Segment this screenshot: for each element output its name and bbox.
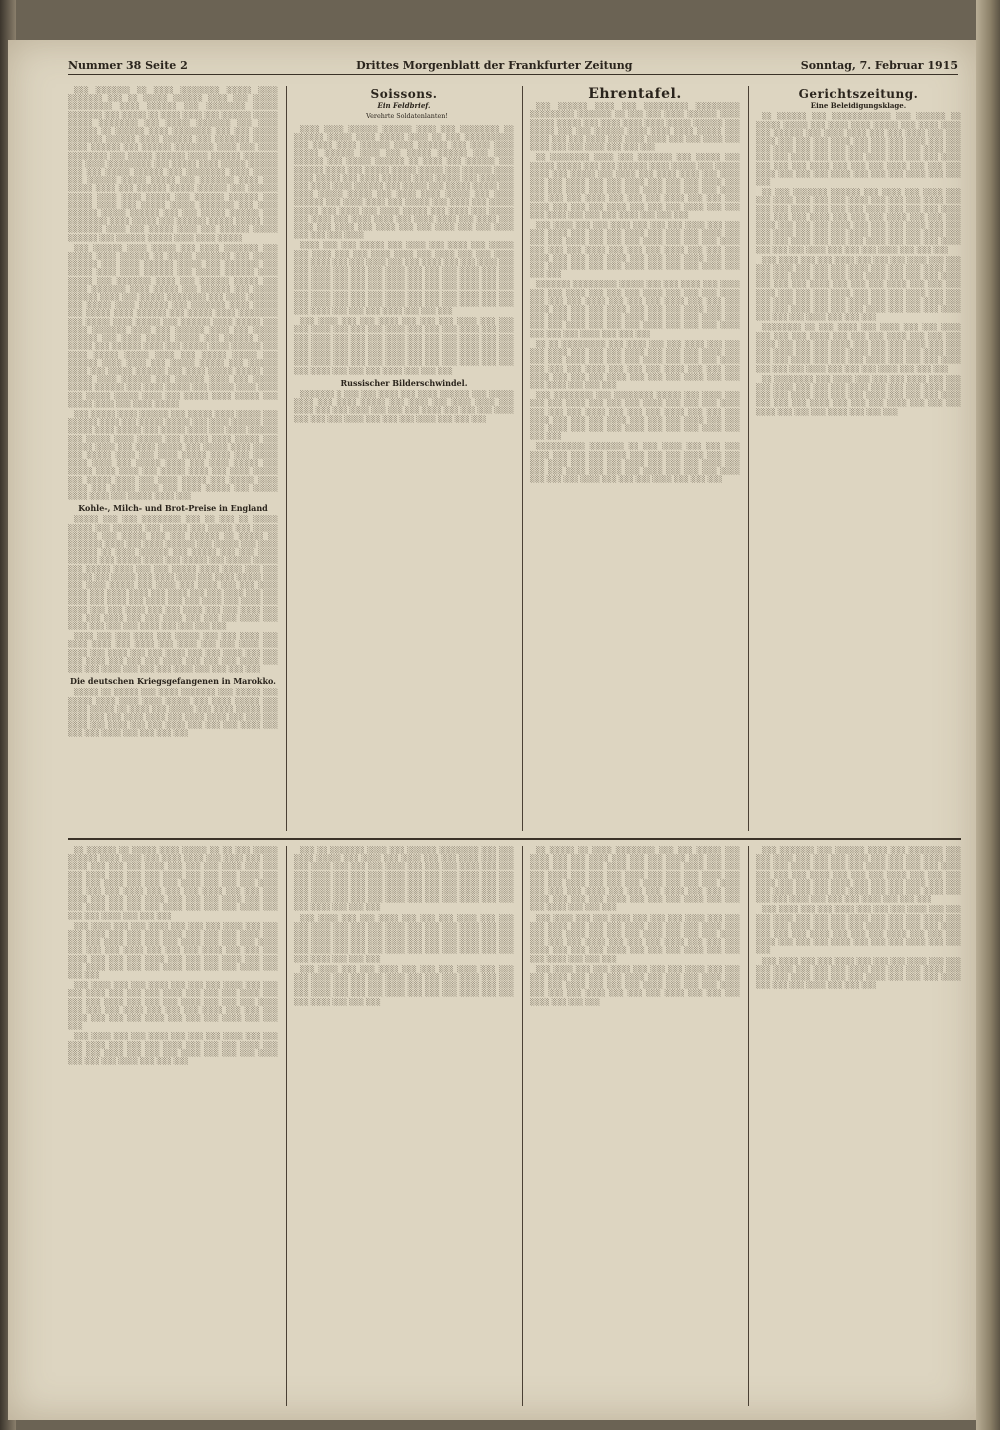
column-4 (756, 86, 961, 831)
newspaper-title: Drittes Morgenblatt der Frankfurter Zeitung (356, 58, 633, 72)
article-title-soissons: Soissons. (370, 87, 438, 101)
article-heading-prisoners: Die deutschen Kriegsgefangenen in Marokko. (70, 676, 276, 687)
body-text-block: ░░░ ░░░░░░ ░░░░ ░░░ ░░░░░░░░░ ░░░░░░░░░ ░░░░░░░░░ ░░░░░░░ ░░ ░░░ ░░░ ░░░░ ░░░░░░ ░░░░ ░░░░░ ░░░░░ ░░░ ░░░░ ░░░░ ░░░░ ░░░░░ ░░░░░░ ░░░ ░░░░░ ░░░ ░░░ ░░░░░░ ░░░░ ░░░░ ░░░░ ░░░░░ ░░░ ░░░░ ░░░ ░░░ ░░░░ ░░░ ░░░░ ░░░░ ░░░ ░░░ ░░░░ ░░░ ░░░░ ░░░ ░░░ ░░░░ ░░░ ░░░ ░░░ ░░ ░░░░░░░░ ░░░░ ░░░ ░░░░░░░ ░░░ ░░░░░ ░░░ ░░░░░ ░░░░░ ░░░ ░░░ ░░░░░░ ░░░░ ░░░░░ ░░░ ░░░░░ ░░░░ ░░░ ░░░░░ ░░░ ░░░░ ░░░ ░░░░ ░░░░ ░░░ ░░░░ ░░░ ░░░ ░░░░ ░░░ ░░░ ░░░░ ░░░ ░░░ ░░░ ░░░░ ░░░ ░░░ ░░░ ░░░░ ░░░ ░░░ ░░░ ░░░░ ░░░ ░░░ ░░░ ░░░░ ░░░ ░░░ ░░░ ░░░░ ░░░ ░░░ ░░░ ░░░░ ░░░ ░░░ ░░░ ░░░░ ░░░ ░░░ ░░░ ░░░░ ░░░ ░░░ ░░░ ░░░░ ░░░ ░░░ ░░░ ░░░░ ░░░ ░░░ ░░░ ░░░░ ░░░ ░░░ ░░░ ░░░ ░░░░ ░░░ ░░░ ░░░░ ░░░ ░░░ ░░░ ░░░░ ░░░ ░░░ ░░░ ░░░░ ░░░ ░░░ ░░░ ░░░░ ░░░ ░░░ ░░░ ░░░░ ░░░ ░░░ ░░░ ░░░░ ░░░ ░░░ ░░░ ░░░░ ░░░ ░░░ ░░░ ░░░░ ░░░ ░░░ ░░░ ░░░░ ░░░ ░░░ ░░░ ░░░░ ░░░ ░░░ ░░░ ░░░░ ░░░ ░░░ ░░░ ░░░░ ░░░ ░░░ ░░░ ░░░░ ░░░ ░░░ ░░░ ░░░░ ░░░ ░░░ ░░░ ░░░░ ░░░ ░░░ ░░░ ░░░░ ░░░ ░░░ ░░░ ░░░░░░░ ░░░░░░░░░ ░░░░░ ░░░ ░░░ ░░░░ ░░░ ░░░░ ░░░ ░░░ ░░░░ ░░░ ░░░ ░░░ ░░░░ ░░░ ░░░ ░░░ ░░░░ ░░░ ░░░ ░░░ ░░░░ ░░░ ░░░ ░░░ ░░░░ ░░░ ░░░ ░░░ ░░░░ ░░░ ░░░ ░░░ ░░░░ ░░░ ░░░ ░░░ ░░░░ ░░░ ░░░ ░░░ ░░░░ ░░░ ░░░ ░░░ ░░░░ ░░░ ░░░ ░░░ ░░░░ ░░░ ░░░ ░░░ ░░░░ ░░░ ░░░ ░░░ ░░░░ ░░░ ░░░ ░░░ ░░░░ ░░░ ░░░ ░░░ ░░░░ ░░░ ░░░ ░░░ ░░ ░░ ░░░░░░░░░ ░░░ ░░░░ ░░░ ░░░ ░░░░ ░░░ ░░░ ░░░ ░░░░ ░░░ ░░░ ░░░ ░░░░ ░░░ ░░░ ░░░ ░░░░ ░░░ ░░░ ░░░ ░░░░ ░░░ ░░░ ░░░ ░░░░ ░░░ ░░░ ░░░ ░░░░ ░░░ ░░░ ░░░ ░░░░ ░░░ ░░░ ░░░ ░░░░ ░░░ ░░░ ░░░ ░░░░ ░░░ ░░░ ░░░ ░░░░ ░░░ ░░░ ░░░ ░░░░ ░░░ ░░░ ░░░ ░░░░ ░░░ ░░░ ░░░ ░░░ ░░░░░░░░ ░░░ ░░░░░░░░ ░░░░░ ░░░ ░░░░ ░░░ ░░░ ░░░ ░░░░ ░░░ ░░░ ░░░ ░░░░ ░░░ ░░░ ░░░ ░░░░ ░░░ ░░░ ░░░ ░░░░ ░░░ ░░░ ░░░ ░░░░ ░░░ ░░░ ░░░ ░░░░ ░░░ ░░░ ░░░ ░░░░ ░░░ ░░░ ░░░ ░░░░ ░░░ ░░░ ░░░ ░░░░ ░░░ ░░░ ░░░ ░░░░ ░░░ ░░░ ░░░ ░░░░ ░░░ ░░░ ░░░ ░░░░░░░░░░ ░░░░░░░ ░░ ░░░ ░░░░ ░░░ ░░░ ░░░ ░░░░ ░░░ ░░░ ░░░ ░░░░ ░░░ ░░░ ░░░ ░░░░ ░░░ ░░░ ░░░ ░░░░ ░░░ ░░░ ░░░ ░░░░ ░░░ ░░░ ░░░ ░░░░ ░░░ ░░░ ░░░ ░░░░ ░░░ ░░░ ░░░ ░░░░ ░░░ ░░░ ░░░ ░░░░ ░░░ ░░░ ░░░ ░░░░ ░░░ ░░░ ░░░ ░░░░ ░░░ ░░░ ░░░ (530, 102, 740, 484)
column-rule (286, 846, 287, 1406)
body-text-block: ░░░ ░░ ░░░░░░░ ░░░░ ░░░ ░░░░░░ ░░░░░░░░ ░░░ ░░░ ░░░░ ░░░░░ ░░░ ░░░░ ░░░ ░░░░ ░░░ ░░░ ░░░░ ░░░ ░░░ ░░░ ░░░░ ░░░ ░░░ ░░░ ░░░░ ░░░ ░░░ ░░░ ░░░░ ░░░ ░░░ ░░░ ░░░░ ░░░ ░░░ ░░░ ░░░░ ░░░ ░░░ ░░░ ░░░░ ░░░ ░░░ ░░░ ░░░░ ░░░ ░░░ ░░░ ░░░░ ░░░ ░░░ ░░░ ░░░░ ░░░ ░░░ ░░░ ░░░░ ░░░ ░░░ ░░░ ░░░░ ░░░ ░░░ ░░░ ░░░░ ░░░ ░░░ ░░░ ░░░░ ░░░ ░░░ ░░░ ░░░░ ░░░ ░░░ ░░░ ░░░░ ░░░ ░░░ ░░░ ░░░░ ░░░ ░░░ ░░░ ░░░ ░░░░ ░░░ ░░░ ░░░░ ░░░ ░░░ ░░░ ░░░░ ░░░ ░░░ ░░░ ░░░░ ░░░ ░░░ ░░░ ░░░░ ░░░ ░░░ ░░░ ░░░░ ░░░ ░░░ ░░░ ░░░░ ░░░ ░░░ ░░░ ░░░░ ░░░ ░░░ ░░░ ░░░░ ░░░ ░░░ ░░░ ░░░░ ░░░ ░░░ ░░░ ░░░░ ░░░ ░░░ ░░░ ░░░░ ░░░ ░░░ ░░░ ░░░░ ░░░ ░░░ ░░░ ░░░░ ░░░ ░░░ ░░░ ░░░░ ░░░ ░░░ ░░░ ░░░░ ░░░ ░░░ ░░░ ░░░ ░░░░ ░░░ ░░░ ░░░░ ░░░ ░░░ ░░░ ░░░░ ░░░ ░░░ ░░░ ░░░░ ░░░ ░░░ ░░░ ░░░░ ░░░ ░░░ ░░░ ░░░░ ░░░ ░░░ ░░░ ░░░░ ░░░ ░░░ ░░░ ░░░░ ░░░ ░░░ ░░░ ░░░░ ░░░ ░░░ ░░░ ░░░░ ░░░ ░░░ ░░░ ░░░░ ░░░ ░░░ ░░░ ░░░░ ░░░ ░░░ ░░░ ░░░░ ░░░ ░░░ ░░░ (294, 846, 514, 1006)
column-rule (286, 86, 287, 831)
body-text-block: ░░░░░░░ ░ ░░░ ░░░ ░░░░ ░░░ ░░░░ ░░░░░░ ░░░ ░░░░░ ░░░░ ░░░ ░░░░ ░░░░░ ░░░ ░░░░ ░░░ ░░░░ ░░░░ ░░░ ░░░░ ░░░ ░░░ ░░░░ ░░░ ░░░ ░░░ ░░░░ ░░░ ░░░ ░░░ ░░░░ ░░░ ░░░ ░░░ ░░░░ ░░░ ░░░ ░░░ ░░░░ ░░░ ░░░ ░░░ (294, 389, 514, 423)
body-text-block: ░░ ░░░░░░ ░░ ░░░░░ ░░░░ ░░░░░ ░░ ░░ ░░░ ░░░░░ ░░░░░░ ░░░░ ░░░░ ░░░ ░░░░ ░░░░ ░░░ ░░░░ ░░░ ░░░ ░░░░ ░░░ ░░░ ░░░ ░░░░ ░░░ ░░░ ░░░ ░░░░ ░░░ ░░░ ░░░ ░░░░ ░░░ ░░░ ░░░ ░░░░ ░░░ ░░░ ░░░ ░░░░ ░░░ ░░░ ░░░ ░░░░ ░░░ ░░░ ░░░ ░░░░ ░░░ ░░░ ░░░ ░░░░ ░░░ ░░░ ░░░ ░░░░ ░░░ ░░░ ░░░ ░░░░ ░░░ ░░░ ░░░ ░░░░ ░░░ ░░░ ░░░ ░░░░ ░░░ ░░░ ░░░ ░░░░ ░░░ ░░░ ░░░ ░░░░ ░░░ ░░░ ░░░ ░░░░ ░░░ ░░░ ░░░ ░░░░ ░░░ ░░░ ░░░ ░░░░ ░░░ ░░░ ░░░ ░░░ ░░░░ ░░░ ░░░ ░░░░ ░░░ ░░░ ░░░ ░░░░ ░░░ ░░░ ░░░ ░░░░ ░░░ ░░░ ░░░ ░░░░ ░░░ ░░░ ░░░ ░░░░ ░░░ ░░░ ░░░ ░░░░ ░░░ ░░░ ░░░ ░░░░ ░░░ ░░░ ░░░ ░░░░ ░░░ ░░░ ░░░ ░░░░ ░░░ ░░░ ░░░ ░░░░ ░░░ ░░░ ░░░ ░░░░ ░░░ ░░░ ░░░ ░░░░ ░░░ ░░░ ░░░ ░░░░ ░░░ ░░░ ░░░ ░░░░ ░░░ ░░░ ░░░ ░░░░ ░░░ ░░░ ░░░ ░░░░ ░░░ ░░░ ░░░ ░░░ ░░░░ ░░░ ░░░ ░░░░ ░░░ ░░░ ░░░ ░░░░ ░░░ ░░░ ░░░ ░░░░ ░░░ ░░░ ░░░ ░░░░ ░░░ ░░░ ░░░ ░░░░ ░░░ ░░░ ░░░ ░░░░ ░░░ ░░░ ░░░ ░░░░ ░░░ ░░░ ░░░ ░░░░ ░░░ ░░░ ░░░ ░░░░ ░░░ ░░░ ░░░ ░░░░ ░░░ ░░░ ░░░ ░░░░ ░░░ ░░░ ░░░ ░░░░ ░░░ ░░░ ░░░ ░░░░ ░░░ ░░░ ░░░ ░░░ ░░░░ ░░░ ░░░ ░░░░ ░░░ ░░░ ░░░ ░░░░ ░░░ ░░░ ░░░ ░░░░ ░░░ ░░░ ░░░ ░░░░ ░░░ ░░░ ░░░ ░░░░ ░░░ ░░░ ░░░ ░░░░ ░░░ ░░░ ░░░ ░░░░ ░░░ ░░░ ░░░ ░░░░ ░░░ ░░░ ░░░ ░░░░ ░░░ ░░░ ░░░ (68, 846, 278, 1066)
feuilleton-column-1 (68, 846, 278, 1406)
body-text-block: ░░ ░░░░░ ░░ ░░░░ ░░░░░░░░ ░░░ ░░░ ░░░░░ ░░░ ░░░░ ░░░ ░░░ ░░░░ ░░░ ░░░ ░░░ ░░░░ ░░░ ░░░ ░░░ ░░░░ ░░░ ░░░ ░░░ ░░░░ ░░░ ░░░ ░░░ ░░░░ ░░░ ░░░ ░░░ ░░░░ ░░░ ░░░ ░░░ ░░░░ ░░░ ░░░ ░░░ ░░░░ ░░░ ░░░ ░░░ ░░░░ ░░░ ░░░ ░░░ ░░░░ ░░░ ░░░ ░░░ ░░░░ ░░░ ░░░ ░░░ ░░░░ ░░░ ░░░ ░░░ ░░░░ ░░░ ░░░ ░░░ ░░░░ ░░░ ░░░ ░░░ ░░░░ ░░░ ░░░ ░░░ ░░░░ ░░░ ░░░ ░░░ ░░░░ ░░░ ░░░ ░░░ ░░░ ░░░░ ░░░ ░░░ ░░░░ ░░░ ░░░ ░░░ ░░░░ ░░░ ░░░ ░░░ ░░░░ ░░░ ░░░ ░░░ ░░░░ ░░░ ░░░ ░░░ ░░░░ ░░░ ░░░ ░░░ ░░░░ ░░░ ░░░ ░░░ ░░░░ ░░░ ░░░ ░░░ ░░░░ ░░░ ░░░ ░░░ ░░░░ ░░░ ░░░ ░░░ ░░░░ ░░░ ░░░ ░░░ ░░░░ ░░░ ░░░ ░░░ ░░░░ ░░░ ░░░ ░░░ ░░░░ ░░░ ░░░ ░░░ ░░░░ ░░░ ░░░ ░░░ ░░░ ░░░░ ░░░ ░░░ ░░░░ ░░░ ░░░ ░░░ ░░░░ ░░░ ░░░ ░░░ ░░░░ ░░░ ░░░ ░░░ ░░░░ ░░░ ░░░ ░░░ ░░░░ ░░░ ░░░ ░░░ ░░░░ ░░░ ░░░ ░░░ ░░░░ ░░░ ░░░ ░░░ ░░░░ ░░░ ░░░ ░░░ ░░░░ ░░░ ░░░ ░░░ ░░░░ ░░░ ░░░ ░░░ ░░░░ ░░░ ░░░ ░░░ (530, 846, 740, 1006)
column-rule (522, 86, 523, 831)
article-subtitle-beleidigungsklage: Eine Beleidigungsklage. (810, 101, 907, 111)
body-text-block: ░░░░ ░░░░ ░░░░░░ ░░░░░░ ░░░░ ░░░ ░░░░░░░░ ░░ ░░░░░░ ░░░░░ ░░░░ ░░░░░ ░░░░ ░░ ░░░ ░░░░░░░░░░ ░░░ ░░░░ ░░░░ ░░░░░░ ░░░░ ░░░░░░ ░░░ ░░░░ ░░░░ ░░░░░ ░░░░░░ ░░░░ ░░░ ░░░░░ ░░░░░░ ░░░ ░░░░ ░░░░░░ ░░░ ░░░░░ ░░░░░░ ░░ ░░░░ ░░░ ░░░░░░ ░░░ ░░░░░░ ░░░░ ░░░ ░░░░░ ░░░░░ ░░░░░ ░░░ ░░░░░░ ░░░░ ░░░░ ░░░░░ ░░░ ░░░░ ░░░░░░ ░░░░ ░░░░░ ░░░ ░░░░░░░ ░░░ ░░░░ ░░░░ ░░░░░░ ░░░ ░░░░░ ░░░ ░░░░░ ░░░░░ ░░░ ░░░░ ░░░░░ ░░░░░ ░░░ ░░░░ ░░░░ ░░░░░ ░░░ ░░░░ ░░░░░░ ░░░ ░░░░ ░░░░ ░░░ ░░░░░ ░░░ ░░░░ ░░░ ░░░░░ ░░░░░ ░░░ ░░░░ ░░░ ░░░░ ░░░░░ ░░░ ░░░░ ░░░ ░░░░░ ░░░ ░░░░ ░░░ ░░░░ ░░░░ ░░░ ░░░░ ░░░░ ░░░ ░░░░ ░░░ ░░░░ ░░░ ░░░░ ░░░ ░░░░ ░░░ ░░░ ░░░░ ░░░ ░░░ ░░░░ ░░░ ░░░ ░░░ ░░░░ ░░░░ ░░░ ░░░ ░░░░░ ░░░ ░░░░ ░░░ ░░░░ ░░░ ░░░░░ ░░░ ░░░░ ░░░ ░░░ ░░░░ ░░░░ ░░░ ░░░░ ░░░ ░░░ ░░░░ ░░░ ░░░░ ░░░ ░░░ ░░░░ ░░░ ░░░ ░░░░ ░░░ ░░░ ░░░░ ░░░ ░░░ ░░░░ ░░░ ░░░ ░░░ ░░░░ ░░░ ░░░ ░░░ ░░░░ ░░░ ░░░ ░░░ ░░░░ ░░░ ░░░ ░░░ ░░░░ ░░░ ░░░ ░░░ ░░░░ ░░░ ░░░ ░░░ ░░░░ ░░░ ░░░ ░░░ ░░░░ ░░░ ░░░ ░░░ ░░░░ ░░░ ░░░ ░░░ ░░░░ ░░░ ░░░ ░░░ ░░░░ ░░░ ░░░ ░░░ ░░░░ ░░░ ░░░ ░░░ ░░░░ ░░░ ░░░ ░░░ ░░░░ ░░░ ░░░ ░░░ ░░░░ ░░░ ░░░ ░░░ ░░░░ ░░░ ░░░ ░░░ ░░░░ ░░░ ░░░ ░░░ ░░░ ░░░░ ░░░ ░░░ ░░░░ ░░░ ░░░ ░░░ ░░░░ ░░░ ░░░ ░░░ ░░░░ ░░░ ░░░ ░░░ ░░░░ ░░░ ░░░ ░░░ ░░░░ ░░░ ░░░ ░░░ ░░░░ ░░░ ░░░ ░░░ ░░░░ ░░░ ░░░ ░░░ ░░░░ ░░░ ░░░ ░░░ ░░░░ ░░░ ░░░ ░░░ ░░░░ ░░░ ░░░ ░░░ ░░░░ ░░░ ░░░ ░░░ ░░░░ ░░░ ░░░ ░░░ ░░░░ ░░░ ░░░ ░░░ ░░░░ ░░░ ░░░ ░░░ ░░░░ ░░░ ░░░ ░░░ ░░░░ ░░░ ░░░ ░░░ ░░░░ ░░░ ░░░ ░░░ ░░░░ ░░░ ░░░ ░░░ ░░░░ ░░░ ░░░ ░░░ (294, 124, 514, 375)
article-heading-russian-swindle: Russischer Bilderschwindel. (340, 377, 468, 388)
article-heading-prices: Kohle-, Milch- und Brot-Preise in England (78, 503, 268, 514)
masthead (68, 56, 958, 75)
feuilleton-column-2 (294, 846, 514, 1406)
column-2 (294, 86, 514, 831)
body-text-block: ░░░░░ ░░░ ░░░ ░░░░░░░░ ░░░ ░░ ░░░ ░░ ░░░░░ ░░░░░ ░░░ ░░░░░░ ░░░ ░░░░░ ░░░ ░░░░░ ░░░ ░░░░░ ░░░░░░ ░░░ ░░░░░ ░░░ ░░░ ░░░░░░ ░░ ░░░░░ ░░ ░░░░░░░ ░░░░ ░░░ ░░░░ ░░░░░░ ░░░ ░░░░░ ░░░ ░░░░ ░░░░░░ ░░ ░░░░ ░░░░░░ ░░░ ░░░░░ ░░░ ░░░ ░░░░ ░░░░░░ ░░░ ░░░░░ ░░░░ ░░░ ░░░░░ ░░░ ░░░░░ ░░░░░ ░░░ ░░░░░ ░░░░ ░░░ ░░░ ░░░░░ ░░░░ ░░░░ ░░░ ░░░ ░░░░░ ░░░ ░░░░░ ░░░ ░░░░ ░░░░ ░░░ ░░░░ ░░░░░ ░░░ ░░░ ░░░░ ░░░░░ ░░░ ░░░░ ░░░ ░░░░ ░░░ ░░░ ░░░░ ░░░░ ░░░ ░░░░ ░░░░ ░░░ ░░░░ ░░░ ░░░ ░░░░ ░░░ ░░░ ░░░░ ░░░ ░░░░ ░░░ ░░░░ ░░░ ░░░ ░░░░ ░░░ ░░░░ ░░░ ░░░░ ░░░ ░░░ ░░░░ ░░░ ░░░ ░░░░ ░░░ ░░░ ░░░░ ░░░ ░░░ ░░░ ░░░░ ░░░ ░░░ ░░░░ ░░░ ░░░ ░░░ ░░░░ ░░░ ░░░░ ░░░ ░░░ ░░░ ░░░░ ░░░ ░░░ ░░░ ░░░ ░░░░ ░░░ ░░░ ░░░░ ░░░ ░░░░░ ░░░ ░░░ ░░░░ ░░░ ░░░░ ░░░░ ░░░ ░░░░ ░░░ ░░░░ ░░░ ░░░ ░░░░ ░░░ ░░░░ ░░░ ░░░░ ░░░ ░░░ ░░░░ ░░░ ░░░ ░░░░ ░░░ ░░░ ░░░ ░░░░ ░░░ ░░░ ░░░ ░░░░ ░░░ ░░░ ░░░ ░░░░ ░░░ ░░░ ░░░ ░░░░ ░░░ ░░░ ░░░ ░░░░ ░░░ ░░░ ░░░ ░░░ (68, 515, 278, 674)
page-edge (976, 0, 1000, 1430)
article-title-gerichtszeitung: Gerichtszeitung. (798, 87, 919, 101)
article-title-ehrentafel: Ehrentafel. (588, 86, 682, 102)
body-text-block: ░░░ ░░░░░░░ ░░░ ░░░░░░ ░░░░ ░░░ ░░░░░░░ ░░░ ░░░ ░░░░ ░░░ ░░░ ░░░ ░░░░ ░░░ ░░░ ░░░ ░░░░ ░░░ ░░░ ░░░ ░░░░ ░░░ ░░░ ░░░ ░░░░ ░░░ ░░░ ░░░ ░░░░ ░░░ ░░░ ░░░ ░░░░ ░░░ ░░░ ░░░ ░░░░ ░░░ ░░░ ░░░ ░░░░ ░░░ ░░░ ░░░ ░░░░ ░░░ ░░░ ░░░ ░░░░ ░░░ ░░░ ░░░ ░░░░ ░░░ ░░░ ░░░ ░░░░ ░░░ ░░░ ░░░ ░░░░ ░░░ ░░░ ░░░ ░░░░ ░░░ ░░░ ░░░ ░░░░ ░░░ ░░░ ░░░ ░░░ ░░░░ ░░░ ░░░ ░░░░ ░░░ ░░░ ░░░ ░░░░ ░░░ ░░░ ░░░ ░░░░ ░░░ ░░░ ░░░ ░░░░ ░░░ ░░░ ░░░ ░░░░ ░░░ ░░░ ░░░ ░░░░ ░░░ ░░░ ░░░ ░░░░ ░░░ ░░░ ░░░ ░░░░ ░░░ ░░░ ░░░ ░░░░ ░░░ ░░░ ░░░ ░░░░ ░░░ ░░░ ░░░ ░░░░ ░░░ ░░░ ░░░ ░░░░ ░░░ ░░░ ░░░ ░░░░ ░░░ ░░░ ░░░ ░░░ ░░░░ ░░░ ░░░ ░░░░ ░░░ ░░░ ░░░ ░░░░ ░░░ ░░░ ░░░ ░░░░ ░░░ ░░░ ░░░ ░░░░ ░░░ ░░░ ░░░ ░░░░ ░░░ ░░░ ░░░ ░░░░ ░░░ ░░░ ░░░ ░░░░ ░░░ ░░░ ░░░ ░░░░ ░░░ ░░░ ░░░ ░░░░ ░░░ ░░░ ░░░ (756, 846, 961, 990)
article-subtitle-feldbrief: Ein Feldbrief. (377, 101, 431, 111)
salutation: Verehrte Soldatenlanten! (366, 112, 448, 121)
body-text-block: ░░░ ░░░░░░░ ░░ ░░░░ ░░░░░░░░ ░░░░░ ░░░░ ░░░░░░░ ░░░ ░░ ░░░░░ ░░░░░░ ░░░░ ░░░ ░░░░░ ░░░░░░░░░ ░░░░ ░░░░░░ ░░░ ░░░░░░░░ ░░░░░ ░░░░░░░ ░░░ ░░░░░ ░░ ░░░░ ░░░░ ░░░ ░░░░░░ ░░░░░ ░░░░░ ░░░░░░░░ ░░░ ░░░░░ ░░░░░░░ ░░░ ░░░░ ░░░░░░ ░░ ░░░░░░ ░░░░ ░░░░░░░░ ░░░ ░░░ ░░░░░ ░░░░░░░ ░░░░░░ ░░░░ ░░░░░░ ░░░ ░░░░░░░ ░░░░░ ░░░░ ░░░░░░ ░░░ ░░░░░░ ░░░░░░░░ ░░░░ ░░░ ░░░░ ░░░░░░░░ ░░░ ░░░░░ ░░░░░░ ░░░░ ░░░░░░ ░░░░░░░ ░░░ ░░░░ ░░░░░░░░░ ░░░ ░░░░░ ░░░░ ░░░░░ ░░░░░░ ░░░ ░░░ ░░░░░ ░░░░░░ ░░░ ░░░░░░░░ ░░░░ ░░░░░ ░░░ ░░░░░░ ░░░░░ ░░░░░ ░░░ ░░░░░░░ ░░░░ ░░░ ░░░░░ ░░░░ ░░░ ░░░░░░ ░░░░░ ░░░░░░ ░░░ ░░░░░░ ░░░░░ ░░░░ ░░░░ ░░░░░ ░░░ ░░░░░░ ░░░░░░ ░░░ ░░░░░ ░░░░ ░░░ ░░░░░ ░░░░░ ░░░░░░░ ░░░ ░░░░ ░░░░░░ ░░░░░ ░░░░░░ ░░░ ░░░ ░░░░░ ░░░░░░ ░░░ ░░░░░░░░ ░░░░ ░░░░░ ░░░ ░░░░░░ ░░░░░ ░░░░░ ░░░ ░░░░░░░ ░░░░ ░░░ ░░░░░ ░░░░ ░░░ ░░░░░░ ░░░░░ ░░░░░░ ░░░ ░░░░░░ ░░░░░ ░░░░ ░░░░ ░░░░░ ░░░ ░░░░░░ ░░░░ ░░░░░ ░░░ ░░░░ ░░░░░░░ ░░░ ░░░░░ ░░░░ ░░░░░░ ░░ ░░░░░ ░░░░░░░ ░░░ ░░░░░ ░░░░░░ ░░░ ░░░░ ░░░░░░ ░░░░░ ░░░ ░░░░░░░ ░░░ ░░░░░ ░░░░ ░░░░ ░░░░░░ ░░░ ░░░░░ ░░░░░░ ░░░░ ░░░░░ ░░░ ░░░░░░░ ░░░░ ░░░ ░░░░░░ ░░░░░ ░░░ ░░░░ ░░░░░░░ ░░░░ ░░░░░ ░░░ ░░░░░░ ░░░ ░░░░░ ░░░░░░ ░░░░ ░░░ ░░░░░ ░░░░░░░░ ░░░ ░░░░ ░░░░░░ ░░░ ░░░░░ ░░░░ ░░░░░░ ░░░ ░░░░░░░ ░░░░ ░░░░░ ░░░ ░░░░░ ░░░░ ░░░░░░ ░░░ ░░░░░ ░░░░ ░░░░░░░░ ░░░ ░░░░░ ░░░░ ░░░░░ ░░░ ░░░░░░ ░░░░ ░░░░░ ░░░ ░░░░ ░░░░░░░ ░░░░ ░░░ ░░░░░░ ░░░░ ░░░ ░░░░░ ░░░░░░ ░░░ ░░░░ ░░░░░ ░░░░░ ░░░ ░░░░░░ ░░░░ ░░░░░ ░░░ ░░░░░░ ░░░░ ░░░ ░░░░░ ░░░░ ░░░░░░ ░░░ ░░░░ ░░░░░ ░░░░░ ░░░░ ░░░ ░░░░░ ░░░░░ ░░░ ░░░░░░ ░░░░ ░░░░ ░░░ ░░░░░ ░░░░░ ░░░ ░░░░░░ ░░░░ ░░░ ░░░░░ ░░░░░░ ░░░ ░░░░ ░░░░░ ░░░░░ ░░░ ░░░░░ ░░░░ ░░░░░░ ░░░ ░░░░░░ ░░░░ ░░░ ░░░░░ ░░░░░ ░░░░░░ ░░░ ░░░░ ░░░░░ ░░░ ░░░░░ ░░░░ ░░░░ ░░░ ░░░░░ ░░░░░ ░░░░ ░░░ ░░░░░ ░░░░ ░░░░░ ░░░ ░░░░░ ░░░░ ░░░ ░░░░ ░░░░░ ░░░ ░░░░░ ░░░░ ░░░░░░ ░░░ ░░░░░ ░░░░ ░░░░░ ░░░ ░░░░░░ ░░░░ ░░░ ░░░░░ ░░░░░ ░░░ ░░░░ ░░░░░░ ░░░ ░░░░░ ░░░░ ░░░░░ ░░░ ░░░░░ ░░░░ ░░░ ░░░░ ░░░░░░ ░░░ ░░░░░ ░░░░ ░░░░░ ░░░ ░░░░░ ░░░░ ░░░░░ ░░░ ░░░░░ ░░░░ ░░░ ░░░░ ░░░░░ ░░░ ░░░░░ ░░░░ ░░░░░ ░░░ ░░░░░ ░░░░ ░░░ ░░░░ ░░░░░ ░░░░ ░░░ ░░░░░ ░░░░ ░░░░ ░░░ ░░░░░ ░░░░ ░░░ ░░░░ ░░░░░ ░░░ ░░░░░ ░░░░ ░░░░ ░░░ ░░░░░ ░░░░ ░░░ ░░░░ ░░░░░ ░░░ ░░░░░ ░░░░ ░░░ ░░░░ ░░░░░ ░░░ ░░░░░ ░░░░ ░░░░ ░░░ ░░░░░ ░░░░ ░░░ ░░░░ ░░░░░ ░░░ ░░░░░ ░░░░ ░░░░ ░░░ ░░░░░ ░░░░ ░░░ (68, 86, 278, 500)
body-text-block: ░░ ░░░░░░ ░░░ ░░░░░░░░░░░░ ░░░ ░░░░░░ ░░ ░░░░░ ░░░░░ ░░░ ░░░░ ░░░░ ░░░░░ ░░░ ░░░░ ░░░░ ░░░ ░░░░░░ ░░░ ░░░░ ░░░░ ░░░ ░░░ ░░░░ ░░░ ░░░ ░░░░ ░░░ ░░░ ░░░ ░░░░ ░░░ ░░░ ░░░ ░░░░ ░░░ ░░░ ░░░ ░░░░ ░░░ ░░░ ░░░ ░░░░ ░░░ ░░░ ░░░ ░░░░ ░░░ ░░░ ░░░ ░░░░ ░░░ ░░░ ░░░ ░░░░ ░░░ ░░░ ░░░ ░░░░ ░░░ ░░░ ░░░ ░░░░ ░░░ ░░░ ░░░ ░░░░ ░░░ ░░░ ░░░ ░░░░ ░░░ ░░░ ░░░ ░░░░ ░░░ ░░░ ░░░ ░░░░ ░░░ ░░░ ░░░ ░░ ░░░ ░░░░░░░ ░░░░░░ ░░░ ░░░░ ░░░ ░░░░ ░░░ ░░░ ░░░░ ░░░ ░░░ ░░░ ░░░░ ░░░ ░░░ ░░░ ░░░░ ░░░ ░░░ ░░░ ░░░░ ░░░ ░░░ ░░░ ░░░░ ░░░ ░░░ ░░░ ░░░░ ░░░ ░░░ ░░░ ░░░░ ░░░ ░░░ ░░░ ░░░░ ░░░ ░░░ ░░░ ░░░░ ░░░ ░░░ ░░░ ░░░░ ░░░ ░░░ ░░░ ░░░░ ░░░ ░░░ ░░░ ░░░░ ░░░ ░░░ ░░░ ░░░░ ░░░ ░░░ ░░░ ░░░░ ░░░ ░░░ ░░░ ░░░░ ░░░ ░░░ ░░░ ░░░░ ░░░ ░░░ ░░░ ░░░░ ░░░ ░░░ ░░░ ░░░░ ░░░ ░░░ ░░░ ░░░░ ░░░ ░░░ ░░░ ░░░ ░░░░ ░░░ ░░░ ░░░░ ░░░ ░░░ ░░░ ░░░░ ░░░ ░░░ ░░░ ░░░░ ░░░ ░░░ ░░░ ░░░░ ░░░ ░░░ ░░░ ░░░░ ░░░ ░░░ ░░░ ░░░░ ░░░ ░░░ ░░░ ░░░░ ░░░ ░░░ ░░░ ░░░░ ░░░ ░░░ ░░░ ░░░░ ░░░ ░░░ ░░░ ░░░░ ░░░ ░░░ ░░░ ░░░░ ░░░ ░░░ ░░░ ░░░░ ░░░ ░░░ ░░░ ░░░░ ░░░ ░░░ ░░░ ░░░░ ░░░ ░░░ ░░░ ░░░░ ░░░ ░░░ ░░░ ░░░░ ░░░ ░░░ ░░░ ░░░░ ░░░ ░░░ ░░░ ░░░░ ░░░ ░░░ ░░░ ░░░░ ░░░ ░░░ ░░░ ░░░░ ░░░ ░░░ ░░░ ░░░░░░░░ ░░ ░░░ ░░░░ ░░░ ░░░░ ░░░ ░░░ ░░░░ ░░░ ░░░ ░░░ ░░░░ ░░░ ░░░ ░░░ ░░░░ ░░░ ░░░ ░░░ ░░░░ ░░░ ░░░ ░░░ ░░░░ ░░░ ░░░ ░░░ ░░░░ ░░░ ░░░ ░░░ ░░░░ ░░░ ░░░ ░░░ ░░░░ ░░░ ░░░ ░░░ ░░░░ ░░░ ░░░ ░░░ ░░░░ ░░░ ░░░ ░░░ ░░░░ ░░░ ░░░ ░░░ ░░░░ ░░░ ░░░ ░░░ ░░░░ ░░░ ░░░ ░░░ ░░░░ ░░░ ░░░ ░░░ ░░ ░░░░░░░░ ░░░ ░░░░ ░░░ ░░░ ░░░ ░░░░ ░░░ ░░░ ░░░ ░░░░ ░░░ ░░░ ░░░ ░░░░ ░░░ ░░░ ░░░ ░░░░ ░░░ ░░░ ░░░ ░░░░ ░░░ ░░░ ░░░ ░░░░ ░░░ ░░░ ░░░ ░░░░ ░░░ ░░░ ░░░ ░░░░ ░░░ ░░░ ░░░ ░░░░ ░░░ ░░░ ░░░ ░░░░ ░░░ ░░░ ░░░ ░░░░ ░░░ ░░░ ░░░ (756, 112, 961, 416)
issue-date: Sonntag, 7. Februar 1915 (800, 58, 958, 72)
column-rule (522, 846, 523, 1406)
column-rule (748, 86, 749, 831)
feuilleton-column-4 (756, 846, 961, 1406)
newspaper-page (8, 40, 976, 1420)
column-rule (748, 846, 749, 1406)
column-3 (530, 86, 740, 831)
feuilleton-column-3 (530, 846, 740, 1406)
feuilleton-divider (68, 838, 961, 840)
body-text-block: ░░░░░ ░░ ░░░░░ ░░░ ░░░░ ░░░░░░░ ░░░ ░░░░░ ░░░ ░░░░░ ░░░░ ░░░░ ░░░░ ░░░░░ ░░░ ░░░░ ░░░░░ ░░░ ░░░░ ░░░░░ ░░ ░░░░ ░░░ ░░░░░ ░░░ ░░░░ ░░░░░ ░░░ ░░░░ ░░░ ░░░ ░░░░ ░░░░ ░░░ ░░░░ ░░░░ ░░░ ░░░ ░░░ ░░░░ ░░░ ░░░░ ░░░ ░░░ ░░░░ ░░░ ░░░ ░░░ ░░░░ ░░░ ░░░ ░░░ ░░░░ ░░░ ░░░ ░░░ ░░░ (68, 688, 278, 738)
issue-number: Nummer 38 Seite 2 (68, 58, 188, 72)
column-1 (68, 86, 278, 831)
